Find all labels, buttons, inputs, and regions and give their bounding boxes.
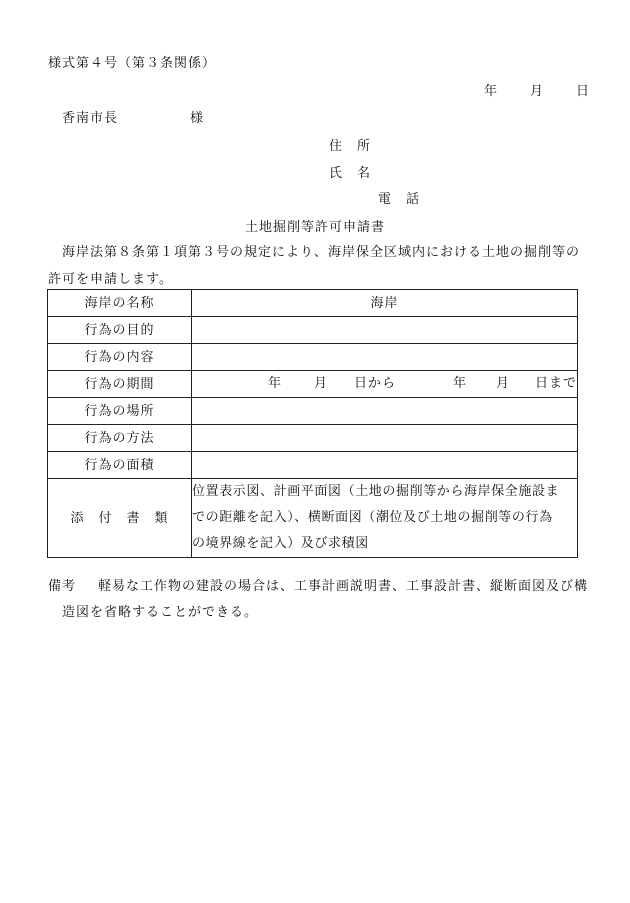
table-row <box>48 344 578 371</box>
purpose-value[interactable] <box>192 317 578 344</box>
addressee-name: 香南市長 <box>62 111 119 126</box>
application-table <box>47 289 578 558</box>
table-row <box>48 371 578 398</box>
attachments-value <box>192 479 578 558</box>
document-title: 土地掘削等許可申請書 <box>244 220 385 235</box>
place-value[interactable] <box>192 398 578 425</box>
period-label: 行為の期間 <box>48 371 192 398</box>
date-line <box>484 80 590 99</box>
period-value[interactable] <box>192 371 578 398</box>
method-value[interactable] <box>192 425 578 452</box>
coast-name-value[interactable]: 海岸 <box>192 290 578 317</box>
applicant-phone-label: 電 話 <box>378 192 421 207</box>
applicant-address-label: 住 所 <box>329 139 372 154</box>
notes-line-2: 造図を省略することができる。 <box>62 605 259 620</box>
date-day-label: 日 <box>576 84 591 99</box>
period-month-1: 月 <box>314 376 329 391</box>
attachments-line-1: 位置表示図、計画平面図（土地の掘削等から海岸保全施設ま <box>192 484 560 499</box>
table-row <box>48 425 578 452</box>
notes-label: 備考 <box>48 579 77 594</box>
date-year-label: 年 <box>484 84 499 99</box>
notes-text-1: 軽易な工作物の建設の場合は、工事計画説明書、工事設計書、縦断面図及び構 <box>98 579 589 594</box>
table-row <box>48 479 578 558</box>
period-day-to: 日まで <box>535 376 578 391</box>
place-label: 行為の場所 <box>48 398 192 425</box>
period-year-2: 年 <box>453 376 468 391</box>
coast-name-label: 海岸の名称 <box>48 290 192 317</box>
area-value[interactable] <box>192 452 578 479</box>
table-row <box>48 317 578 344</box>
purpose-label: 行為の目的 <box>48 317 192 344</box>
area-label: 行為の面積 <box>48 452 192 479</box>
attachments-line-2: での距離を記入）、横断面図（潮位及び土地の掘削等の行為 <box>192 510 553 525</box>
addressee <box>62 107 204 126</box>
addressee-honorific: 様 <box>190 111 205 126</box>
date-month-label: 月 <box>530 84 545 99</box>
content-label: 行為の内容 <box>48 344 192 371</box>
intro-line-2: 許可を申請します。 <box>48 272 173 287</box>
notes-line-1 <box>48 575 588 594</box>
content-value[interactable] <box>192 344 578 371</box>
form-number: 様式第４号（第３条関係） <box>48 56 217 71</box>
applicant-name-label: 氏 名 <box>329 166 372 181</box>
period-month-2: 月 <box>496 376 511 391</box>
attachments-line-3: の境界線を記入）及び求積図 <box>192 536 369 551</box>
table-row <box>48 452 578 479</box>
period-year-1: 年 <box>268 376 283 391</box>
method-label: 行為の方法 <box>48 425 192 452</box>
table-row <box>48 290 578 317</box>
table-row <box>48 398 578 425</box>
period-day-from: 日から <box>354 376 397 391</box>
intro-line-1: 海岸法第８条第１項第３号の規定により、海岸保全区域内における土地の掘削等の <box>62 245 581 260</box>
attachments-label: 添 付 書 類 <box>48 479 192 558</box>
period-fields <box>192 371 577 397</box>
